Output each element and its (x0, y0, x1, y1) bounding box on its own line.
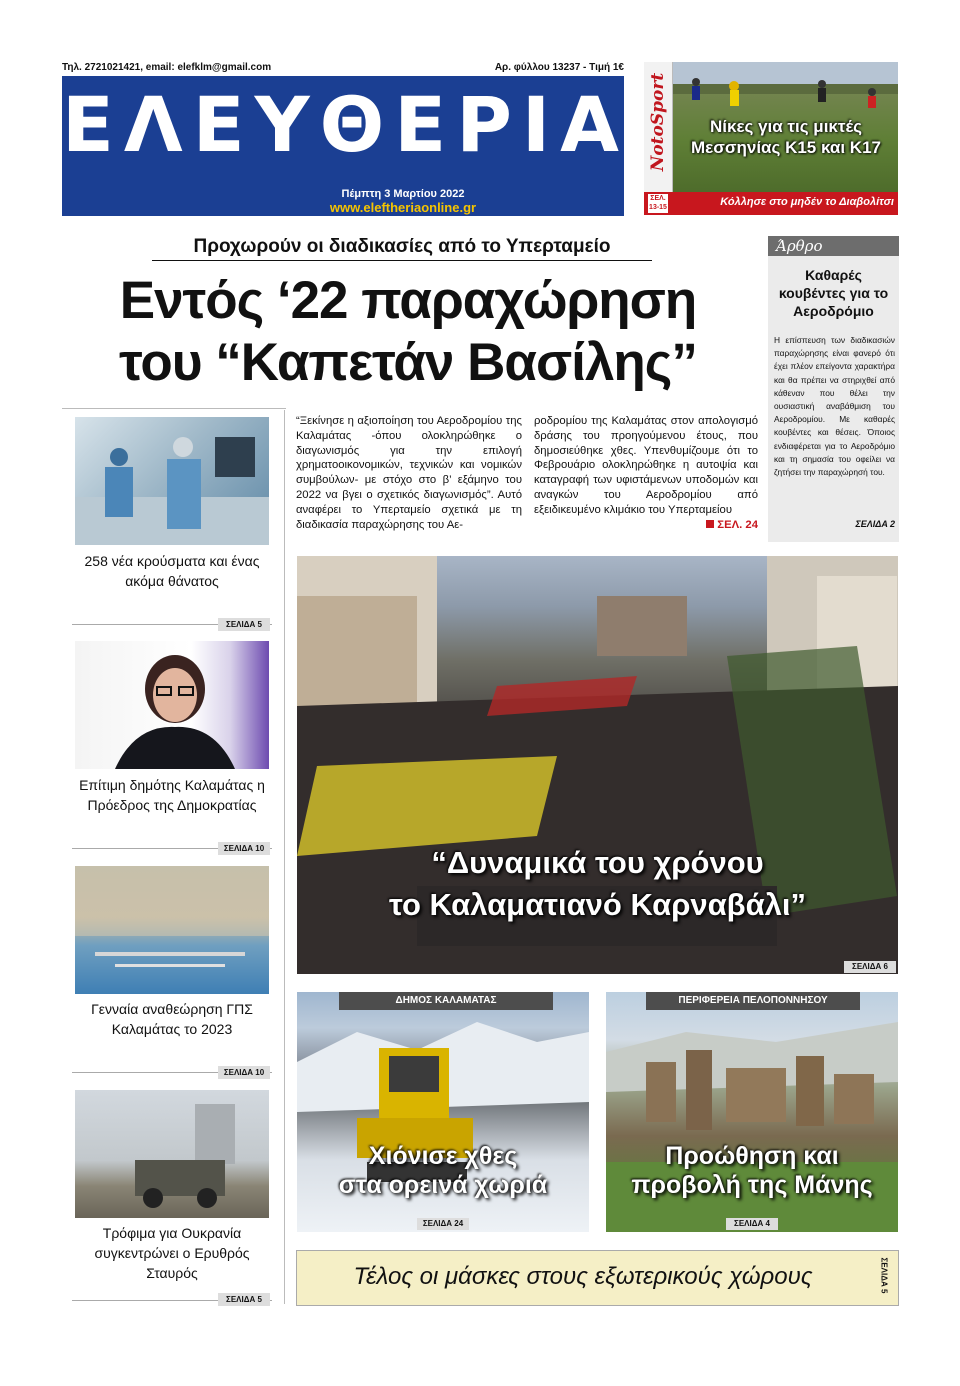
column-divider (284, 410, 285, 1304)
sport-brand-logo: NotoSport (648, 72, 668, 172)
mani-towers-photo[interactable] (606, 992, 898, 1232)
article-tag: Άρθρο (768, 236, 899, 256)
newspaper-logo: ΕΛΕΥΘΕΡΙΑ (62, 80, 630, 169)
main-headline[interactable] (62, 270, 754, 394)
sport-headline: Νίκες για τις μικτές Μεσσηνίας Κ15 και Κ17 (691, 117, 881, 157)
side-story-page-2: ΣΕΛΙΔΑ 10 (218, 842, 270, 855)
lead-column-1: “Ξεκίνησε η αξιοποίηση του Αεροδρομίου της Καλαμάτας -όπου ολοκληρώθηκε ο διαγωνισμός για την επιλογή χρηματοοικονομικών, τεχνικών και νομικών συμβούλων- με στόχο στο β’ εξάμηνο του 2022 να βγει ο σχετικός διαγωνισμός”. Αυτό αναφέρει το Υπερταμείο σχετικά με τη διαδικασία παραχώρησης του Αε- (296, 415, 522, 531)
bottom-right-caption (606, 1142, 898, 1200)
snow-photo[interactable] (297, 992, 589, 1232)
side-story-page-3: ΣΕΛΙΔΑ 10 (218, 1066, 270, 1079)
bottom-right-caption-line-1: Προώθηση και (665, 1142, 839, 1170)
masthead (62, 76, 630, 216)
contact-line: Τηλ. 2721021421, email: elefklm@gmail.com (62, 62, 272, 73)
bottom-left-caption (297, 1142, 589, 1200)
bottom-left-caption-line-2: στα ορεινά χωριά (338, 1171, 548, 1199)
side-story-caption-4[interactable]: Τρόφιμα για Ουκρανία συγκεντρώνει ο Ερυθρός Σταυρός (94, 1225, 250, 1281)
president-photo[interactable] (75, 641, 269, 769)
website-link[interactable]: www.eleftheriaonline.gr (329, 200, 477, 215)
side-story-caption-3[interactable]: Γενναία αναθεώρηση ΓΠΣ Καλαμάτας το 2023 (91, 1001, 253, 1037)
left-column-top-rule (62, 408, 286, 409)
side-story-caption-1[interactable]: 258 νέα κρούσματα και ένας ακόμα θάνατος (84, 553, 260, 589)
sport-brand-strip (644, 62, 673, 192)
sport-bottom-bar (644, 192, 898, 215)
aerial-city-photo[interactable] (75, 866, 269, 994)
masks-page-label: ΣΕΛΙΔΑ 5 (879, 1257, 889, 1294)
bottom-left-caption-line-1: Χιόνισε χθες (368, 1142, 518, 1170)
lead-page-ref[interactable]: ΣΕΛ. 24 (706, 518, 758, 533)
carnival-photo[interactable] (297, 556, 898, 974)
sport-bottom-headline[interactable]: Κόλλησε στο μηδέν το Διαβολίτσι (720, 196, 894, 208)
article-text: Η επίσπευση των διαδικασιών παραχώρησης είναι φανερό ότι έχει πλέον επείγοντα χαρακτήρα και θα πρέπει να στηριχθεί από κάθεναν που θέλει την ουσιαστική αναβάθμιση του Αεροδρομίου. Με καθαρές κουβέντες και θέσεις. Όποιος ενδιαφέρεται για το Αεροδρόμιο και τη σημασία του οφείλει να ζητήσει την παραχώρησή του. (774, 335, 895, 478)
sport-page-ref: ΣΕΛ. 13-15 (649, 195, 667, 211)
headline-line-1: Εντός ‘22 παραχώρηση (119, 271, 697, 330)
lead-column-2-text: ροδρομίου της Καλαμάτας στον απολογισμό δράσης του προηγούμενου έτους, που δημοσιεύθηκε χθες. Υπενθυμίζουμε ότι το Φεβρουάριο ολοκληρώθηκε η αυτοψία και καταγραφή των υφιστάμενων υποδομών και αναγκών του Αεροδρομίου από εξειδικευμένο κλιμάκιο του Υπερταμείου (534, 415, 758, 516)
opinion-article-box[interactable] (768, 236, 899, 542)
military-vehicle-photo[interactable] (75, 1090, 269, 1218)
hospital-photo[interactable] (75, 417, 269, 545)
side-story-page-4: ΣΕΛΙΔΑ 5 (218, 1293, 270, 1306)
sport-teaser[interactable] (644, 62, 898, 215)
carnival-caption-line-1: “Δυναμικά του χρόνου (431, 845, 764, 880)
publication-date: Πέμπτη 3 Μαρτίου 2022 (341, 188, 465, 200)
side-story-caption-2[interactable]: Επίτιμη δημότης Καλαμάτας η Πρόεδρος της Δημοκρατίας (79, 777, 265, 813)
carnival-page-ref: ΣΕΛΙΔΑ 6 (844, 961, 896, 973)
headline-line-2: του “Καπετάν Βασίλης” (119, 333, 697, 392)
bottom-left-label: ΔΗΜΟΣ ΚΑΛΑΜΑΤΑΣ (339, 992, 553, 1010)
masks-banner[interactable] (296, 1250, 899, 1306)
masks-banner-text: Τέλος οι μάσκες στους εξωτερικούς χώρους (353, 1263, 813, 1290)
issue-info: Αρ. φύλλου 13237 - Τιμή 1€ (494, 62, 624, 73)
bottom-right-caption-line-2: προβολή της Μάνης (631, 1171, 873, 1199)
carnival-caption-line-2: το Καλαματιανό Καρναβάλι” (388, 887, 807, 922)
lead-column-2 (534, 414, 758, 532)
bottom-left-page-ref: ΣΕΛΙΔΑ 24 (417, 1218, 469, 1230)
red-square-icon (706, 520, 714, 528)
bottom-right-page-ref: ΣΕΛΙΔΑ 4 (726, 1218, 778, 1230)
side-story-page-1: ΣΕΛΙΔΑ 5 (218, 618, 270, 631)
bottom-right-label: ΠΕΡΙΦΕΡΕΙΑ ΠΕΛΟΠΟΝΝΗΣΟΥ (646, 992, 860, 1010)
article-page-ref: ΣΕΛΙΔΑ 2 (855, 519, 895, 529)
carnival-caption (297, 842, 898, 926)
masks-page-ref (869, 1251, 898, 1305)
article-title: Καθαρές κουβέντες για το Αεροδρόμιο (778, 267, 889, 319)
main-kicker: Προχωρούν οι διαδικασίες από το Υπερταμείο (152, 236, 652, 261)
